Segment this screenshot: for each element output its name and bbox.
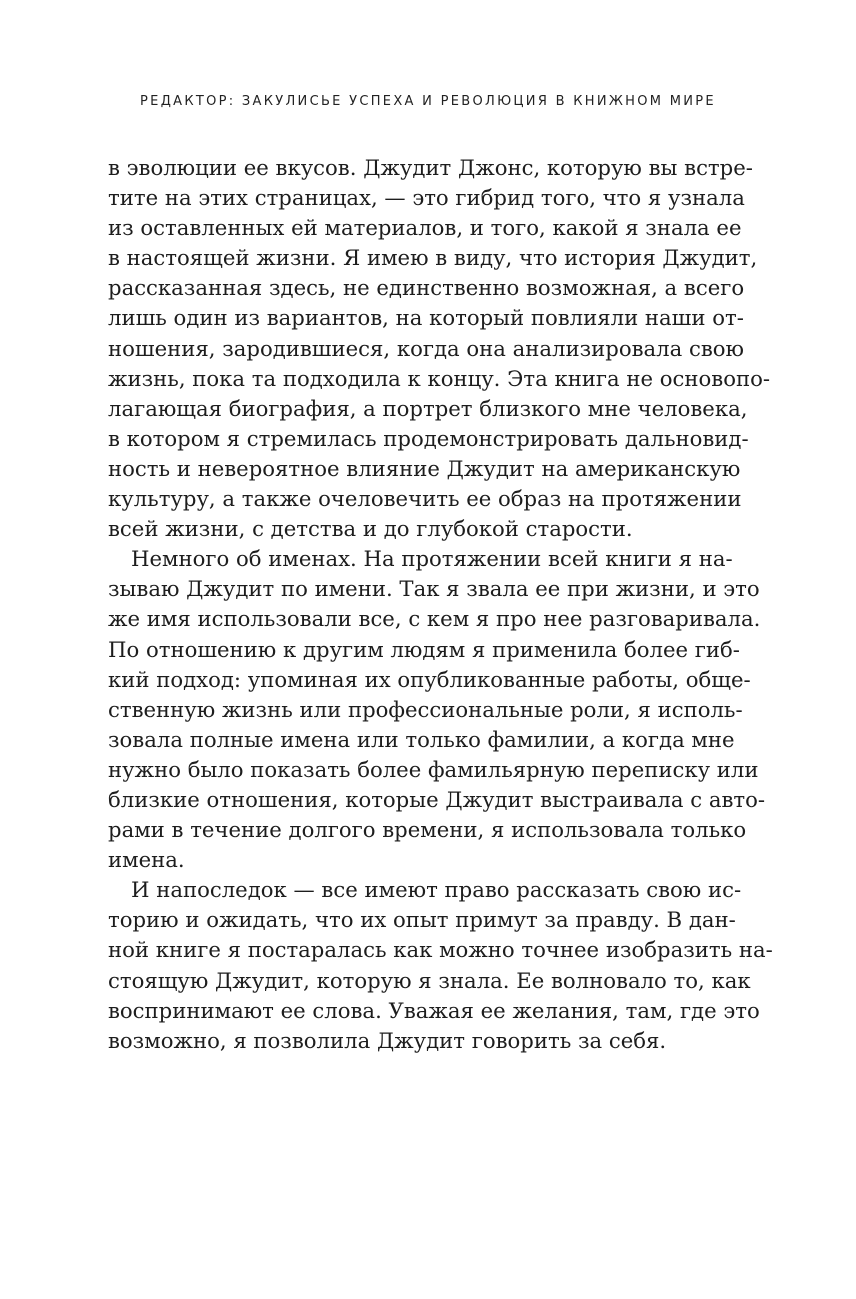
text-line: в настоящей жизни. Я имею в виду, что история Джудит,: [108, 245, 758, 271]
text-line: всей жизни, с детства и до глубокой старости.: [108, 516, 633, 542]
text-line: воспринимают ее слова. Уважая ее желания, там, где это: [108, 997, 760, 1023]
body-text: [108, 153, 773, 1056]
text-line: ной книге я постаралась как можно точнее изобразить на-: [108, 937, 773, 963]
text-line: жизнь, пока та подходила к концу. Эта книга не основопо-: [108, 365, 771, 391]
text-line: лишь один из вариантов, на который повлияли наши от-: [108, 305, 744, 331]
text-line: зываю Джудит по имени. Так я звала ее при жизни, и это: [108, 576, 760, 602]
text-line: Немного об именах. На протяжении всей книги я на-: [131, 546, 733, 572]
text-line: имена.: [108, 847, 185, 873]
text-line: ношения, зародившиеся, когда она анализировала свою: [108, 335, 744, 361]
running-head: РЕДАКТОР: ЗАКУЛИСЬЕ УСПЕХА И РЕВОЛЮЦИЯ В КНИЖНОМ МИРЕ: [140, 94, 716, 109]
text-line: возможно, я позволила Джудит говорить за себя.: [108, 1027, 667, 1053]
text-line: тите на этих страницах, — это гибрид того, что я узнала: [108, 185, 745, 211]
text-line: близкие отношения, которые Джудит выстраивала с авто-: [108, 786, 766, 812]
text-line: кий подход: упоминая их опубликованные работы, обще-: [108, 666, 751, 692]
paragraph-2: [108, 544, 766, 875]
text-line: торию и ожидать, что их опыт примут за правду. В дан-: [108, 907, 736, 933]
text-line: нужно было показать более фамильярную переписку или: [108, 756, 759, 782]
text-line: ственную жизнь или профессиональные роли, я исполь-: [108, 696, 743, 722]
text-line: же имя использовали все, с кем я про нее разговаривала.: [108, 606, 761, 632]
text-line: По отношению к другим людям я применила более гиб-: [108, 636, 740, 662]
text-line: из оставленных ей материалов, и того, какой я знала ее: [108, 215, 742, 241]
text-line: рами в течение долгого времени, я использовала только: [108, 817, 747, 843]
text-line: в эволюции ее вкусов. Джудит Джонс, которую вы встре-: [108, 155, 753, 180]
paragraph-1: [108, 153, 771, 544]
text-line: в котором я стремилась продемонстрировать дальновид-: [108, 425, 749, 451]
text-line: ность и невероятное влияние Джудит на американскую: [108, 455, 741, 481]
text-line: лагающая биография, а портрет близкого мне человека,: [108, 395, 748, 421]
text-line: И напоследок — все имеют право рассказать свою ис-: [131, 877, 742, 903]
text-line: культуру, а также очеловечить ее образ на протяжении: [108, 486, 742, 512]
text-line: рассказанная здесь, не единственно возможная, а всего: [108, 275, 745, 301]
text-line: зовала полные имена или только фамилии, а когда мне: [108, 726, 735, 752]
text-line: стоящую Джудит, которую я знала. Ее волновало то, как: [108, 967, 751, 993]
paragraph-3: [108, 875, 773, 1056]
